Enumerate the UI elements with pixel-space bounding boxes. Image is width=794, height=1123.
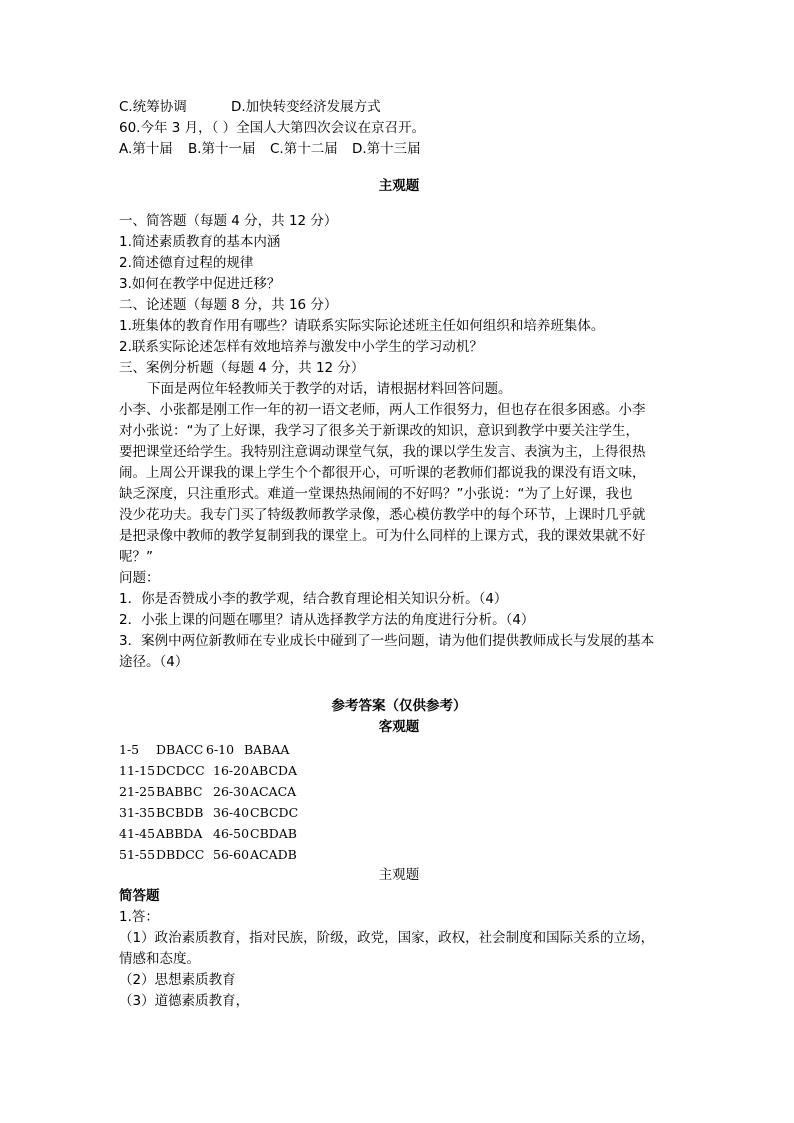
answer-letters: ACADB bbox=[250, 847, 297, 862]
case-line: 小李、小张都是刚工作一年的初一语文老师，两人工作很努力，但也存在很多困惑。小李 bbox=[119, 402, 646, 418]
option-c: C.统筹协调 bbox=[119, 99, 187, 115]
range-label: 41-45 bbox=[119, 826, 156, 841]
answer-letters: ABCDA bbox=[250, 763, 298, 778]
question: 1.班集体的教育作用有哪些？请联系实际实际论述班主任如何组织和培养班集体。 bbox=[119, 318, 605, 334]
question: 3.如何在教学中促进迁移？ bbox=[119, 276, 281, 292]
case-question: 途径。（4） bbox=[119, 654, 189, 670]
answer-letters: BCBDB bbox=[156, 805, 204, 820]
answer-label: 1.答： bbox=[119, 909, 159, 925]
range-label: 1-5 bbox=[119, 742, 140, 757]
answer-row bbox=[119, 802, 679, 823]
answer-letters: BABAA bbox=[244, 742, 290, 757]
case-line: 没少花功夫。我专门买了特级教师教学录像，悉心模仿教学中的每个环节，上课时几乎就 bbox=[119, 507, 646, 523]
range-label: 6-10 bbox=[206, 742, 235, 757]
range-label: 21-25 bbox=[119, 784, 156, 799]
subjective-answers-title: 主观题 bbox=[378, 867, 420, 883]
question: 1.简述素质教育的基本内涵 bbox=[119, 234, 281, 250]
case-line: 对小张说：“为了上好课，我学习了很多关于新课改的知识，意识到教学中要关注学生， bbox=[119, 423, 639, 439]
q59-q60-block bbox=[119, 97, 679, 160]
case-question: 3．案例中两位新教师在专业成长中碰到了一些问题，请为他们提供教师成长与发展的基本 bbox=[119, 633, 655, 649]
option-d: D.第十三届 bbox=[352, 141, 421, 157]
question: 2.联系实际论述怎样有效地培养与激发中小学生的学习动机？ bbox=[119, 339, 483, 355]
answer-letters: ABBDA bbox=[156, 826, 203, 841]
case-line: 闹。上周公开课我的课上学生个个都很开心，可听课的老教师们都说我的课没有语文味， bbox=[119, 465, 646, 481]
answer-line: （1）政治素质教育，指对民族，阶级，政党，国家，政权，社会制度和国际关系的立场， bbox=[119, 930, 655, 946]
answer-line: （3）道德素质教育， bbox=[119, 993, 250, 1009]
case-question: 2．小张上课的问题在哪里？请从选择教学方法的角度进行分析。（4） bbox=[119, 612, 535, 628]
range-label: 31-35 bbox=[119, 805, 156, 820]
option-c: C.第十二届 bbox=[270, 141, 338, 157]
answer-line: 情感和态度。 bbox=[119, 951, 200, 967]
answer-letters: ACACA bbox=[250, 784, 297, 799]
range-label: 51-55 bbox=[119, 847, 156, 862]
answer-row bbox=[119, 739, 679, 760]
answer-row bbox=[119, 760, 679, 781]
objective-title: 客观题 bbox=[378, 719, 420, 735]
case-question: 1．你是否赞成小李的教学观，结合教育理论相关知识分析。（4） bbox=[119, 591, 508, 607]
case-line: 呢？” bbox=[119, 549, 153, 565]
questions-label: 问题： bbox=[119, 570, 160, 586]
section2-heading: 二、论述题（每题 8 分，共 16 分） bbox=[119, 297, 338, 313]
case-intro: 下面是两位年轻教师关于教学的对话，请根据材料回答问题。 bbox=[147, 381, 512, 397]
range-label: 16-20 bbox=[213, 763, 250, 778]
subjective-questions bbox=[119, 211, 679, 673]
answer-letters: DBACC bbox=[156, 742, 204, 757]
answer-row bbox=[119, 844, 679, 865]
range-label: 46-50 bbox=[213, 826, 250, 841]
option-b: B.第十一届 bbox=[188, 141, 256, 157]
range-label: 56-60 bbox=[213, 847, 250, 862]
answer-letters: CBDAB bbox=[250, 826, 297, 841]
short-answer-heading: 简答题 bbox=[119, 888, 160, 904]
question: 2.简述德育过程的规律 bbox=[119, 255, 254, 271]
subjective-title: 主观题 bbox=[378, 178, 420, 194]
answer-letters: CBCDC bbox=[250, 805, 299, 820]
answer-key bbox=[119, 696, 679, 1012]
range-label: 11-15 bbox=[119, 763, 156, 778]
case-line: 要把课堂还给学生。我特别注意调动课堂气氛，我的课以学生发言、表演为主，上得很热 bbox=[119, 444, 646, 460]
case-line: 是把录像中教师的教学复制到我的课堂上。可为什么同样的上课方式，我的课效果就不好 bbox=[119, 528, 646, 544]
answer-letters: BABBC bbox=[156, 784, 203, 799]
range-label: 26-30 bbox=[213, 784, 250, 799]
answer-letters: DCDCC bbox=[156, 763, 205, 778]
option-a: A.第十届 bbox=[119, 141, 173, 157]
q60-options bbox=[119, 139, 679, 160]
range-label: 36-40 bbox=[213, 805, 250, 820]
option-d: D.加快转变经济发展方式 bbox=[231, 99, 381, 115]
answers-title: 参考答案（仅供参考） bbox=[331, 698, 467, 714]
section1-heading: 一、简答题（每题 4 分，共 12 分） bbox=[119, 213, 338, 229]
q60-stem: 60.今年 3 月，（ ）全国人大第四次会议在京召开。 bbox=[119, 120, 426, 136]
answer-row bbox=[119, 781, 679, 802]
answer-letters: DBDCC bbox=[156, 847, 205, 862]
answer-row bbox=[119, 823, 679, 844]
case-line: 缺乏深度，只注重形式。难道一堂课热热闹闹的不好吗？”小张说：“为了上好课，我也 bbox=[119, 486, 633, 502]
answer-line: （2）思想素质教育 bbox=[119, 972, 236, 988]
section3-heading: 三、案例分析题（每题 4 分，共 12 分） bbox=[119, 360, 365, 376]
q59-options-continued bbox=[119, 97, 679, 118]
